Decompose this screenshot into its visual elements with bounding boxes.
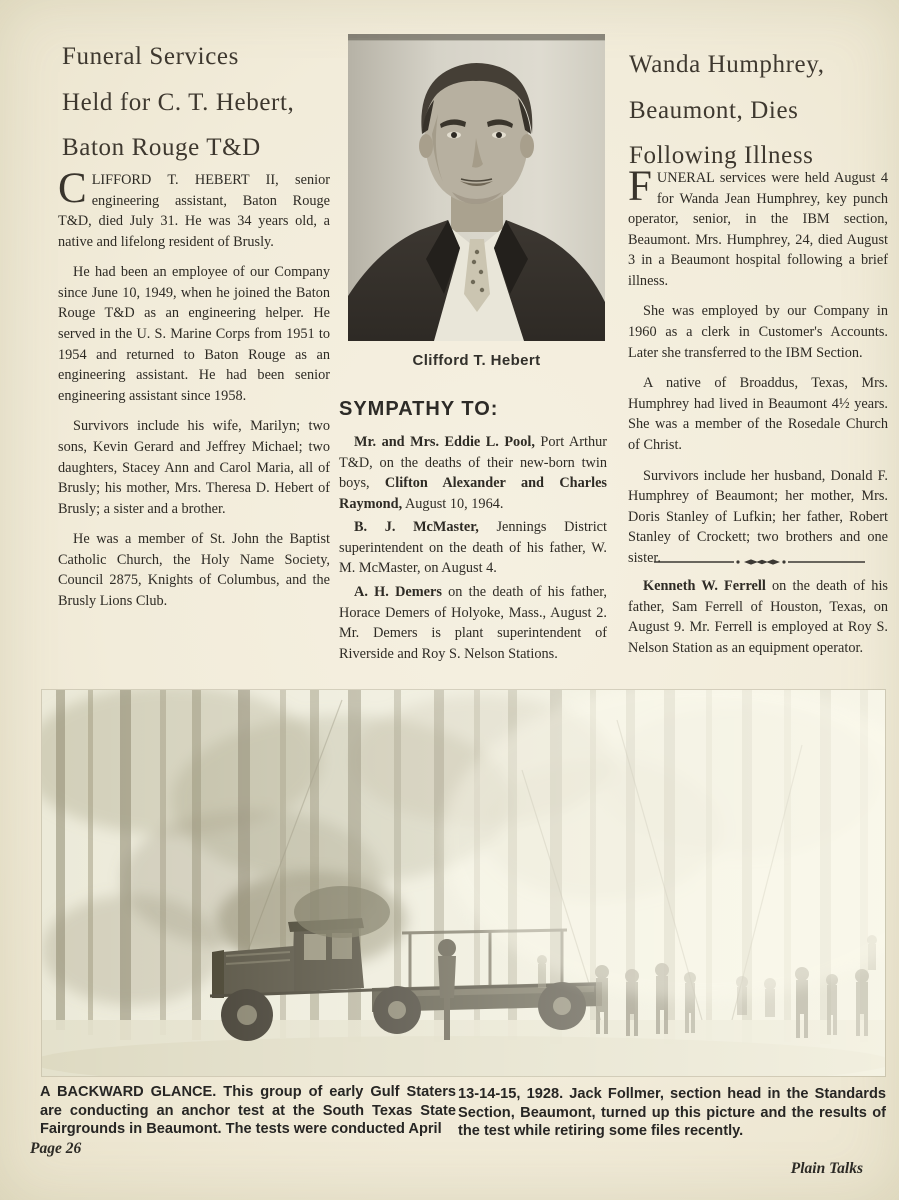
fairgrounds-photo — [42, 690, 885, 1076]
paragraph — [628, 163, 888, 291]
right-article-title — [629, 42, 825, 179]
bold-text: Mr. and Mrs. Eddie L. Pool, — [354, 434, 535, 450]
text: He was a member of St. John the Baptist Catholic Church, the Holy Name Society, Council 2875, Knights of Columbus, and the Brusly Lions Club. — [58, 531, 330, 609]
paragraph — [58, 165, 330, 252]
title-line: Baton Rouge T&D — [62, 134, 261, 161]
title-line: Beaumont, Dies — [629, 96, 799, 124]
title-line: Wanda Humphrey, — [629, 51, 825, 78]
text: on the death of his father, Sam Ferrell of Houston, Texas, on August 9. Mr. Ferrell is employed at Roy S. Nelson Station as an equipment operator. — [628, 578, 888, 656]
portrait-illustration — [348, 34, 605, 341]
ornament-divider-icon — [652, 556, 867, 568]
publication-name: Plain Talks — [790, 1160, 863, 1177]
text: on the death of his father, Horace Demers of Holyoke, Mass., August 2. Mr. Demers is plant superintendent of Riverside and Roy S. Nelson Stations. — [339, 584, 607, 662]
paragraph — [58, 416, 330, 519]
dropcap: F — [628, 163, 652, 210]
portrait-photo — [348, 34, 605, 369]
paragraph — [58, 529, 330, 611]
paragraph — [628, 466, 888, 569]
paragraph — [628, 576, 888, 658]
photo-caption-left: A BACKWARD GLANCE. This group of early Gulf Staters are conducting an anchor test at the South Texas State Fairgrounds in Beaumont. The tests were conducted April — [40, 1084, 456, 1138]
paragraph — [339, 432, 607, 514]
page-number: Page 26 — [30, 1140, 82, 1157]
paragraph — [339, 517, 607, 579]
text: UNERAL services were held August 4 for Wanda Jean Humphrey, key punch operator, senior, in the IBM section, Beaumont. Mrs. Humphrey, 24, died August 3 in a Beaumont hospital following a brief illness. — [628, 170, 888, 289]
paragraph — [58, 262, 330, 406]
bold-text: Kenneth W. Ferrell — [643, 578, 766, 594]
title-line: Following Illness — [629, 142, 814, 169]
dropcap: C — [58, 165, 87, 212]
left-article-title — [62, 34, 294, 171]
title-line: Held for C. T. Hebert, — [62, 88, 295, 116]
bold-text: B. J. McMaster, — [354, 519, 479, 536]
left-article-body — [58, 165, 330, 622]
ferrell-note — [628, 576, 888, 668]
text: Survivors include her husband, Donald F. Humphrey of Beaumont; her mother, Mrs. Doris Stanley of Lufkin; her father, Robert Stanley of Crockett; two brothers and one sister. — [628, 467, 888, 566]
text: She was employed by our Company in 1960 as a clerk in Customer's Accounts. Later she transferred to the IBM Section. — [628, 303, 888, 361]
right-article-body — [628, 163, 888, 578]
photo-caption-right: 13-14-15, 1928. Jack Follmer, section head in the Standards Section, Beaumont, turned up this picture and the results of the test while retiring some files recently. — [458, 1086, 886, 1140]
paragraph — [628, 373, 888, 455]
bold-text: A. H. Demers — [354, 584, 442, 601]
fairgrounds-illustration — [42, 690, 885, 1076]
paragraph — [339, 582, 607, 664]
text: Port Arthur T&D, on the deaths of their new-born twin boys, — [339, 434, 607, 492]
text: A native of Broaddus, Texas, Mrs. Humphrey had lived in Beaumont 4½ years. She was a member of the Rosedale Church of Christ. — [628, 375, 888, 453]
text: Survivors include his wife, Marilyn; two sons, Kevin Gerard and Jeffrey Michael; two daughters, Stacey Ann and Carol Maria, all of Brusly; his mother, Mrs. Theresa D. Hebert of Brusly; a sister and a brother. — [58, 418, 330, 517]
text: August 10, 1964. — [402, 495, 504, 512]
text: He had been an employee of our Company since June 10, 1949, when he joined the Baton Rouge T&D as an engineering helper. He served in the U. S. Marine Corps from 1951 to 1954 and returned to Baton Rouge as an engineering assistant. He had been senior engineering assistant since 1958. — [58, 264, 330, 404]
text: Jennings District superintendent on the death of his father, W. M. McMaster, on August 4. — [339, 519, 607, 577]
paragraph — [628, 301, 888, 363]
title-line: Funeral Services — [62, 43, 239, 70]
text: LIFFORD T. HEBERT II, senior engineering assistant, Baton Rouge T&D, died July 31. He was 34 years old, a native and lifelong resident of Brusly. — [58, 172, 330, 250]
bold-text: Clifton Alexander and Charles Raymond, — [339, 475, 607, 512]
sympathy-list — [339, 432, 607, 667]
sympathy-heading: SYMPATHY TO: — [339, 398, 499, 420]
portrait-caption: Clifford T. Hebert — [412, 352, 541, 369]
